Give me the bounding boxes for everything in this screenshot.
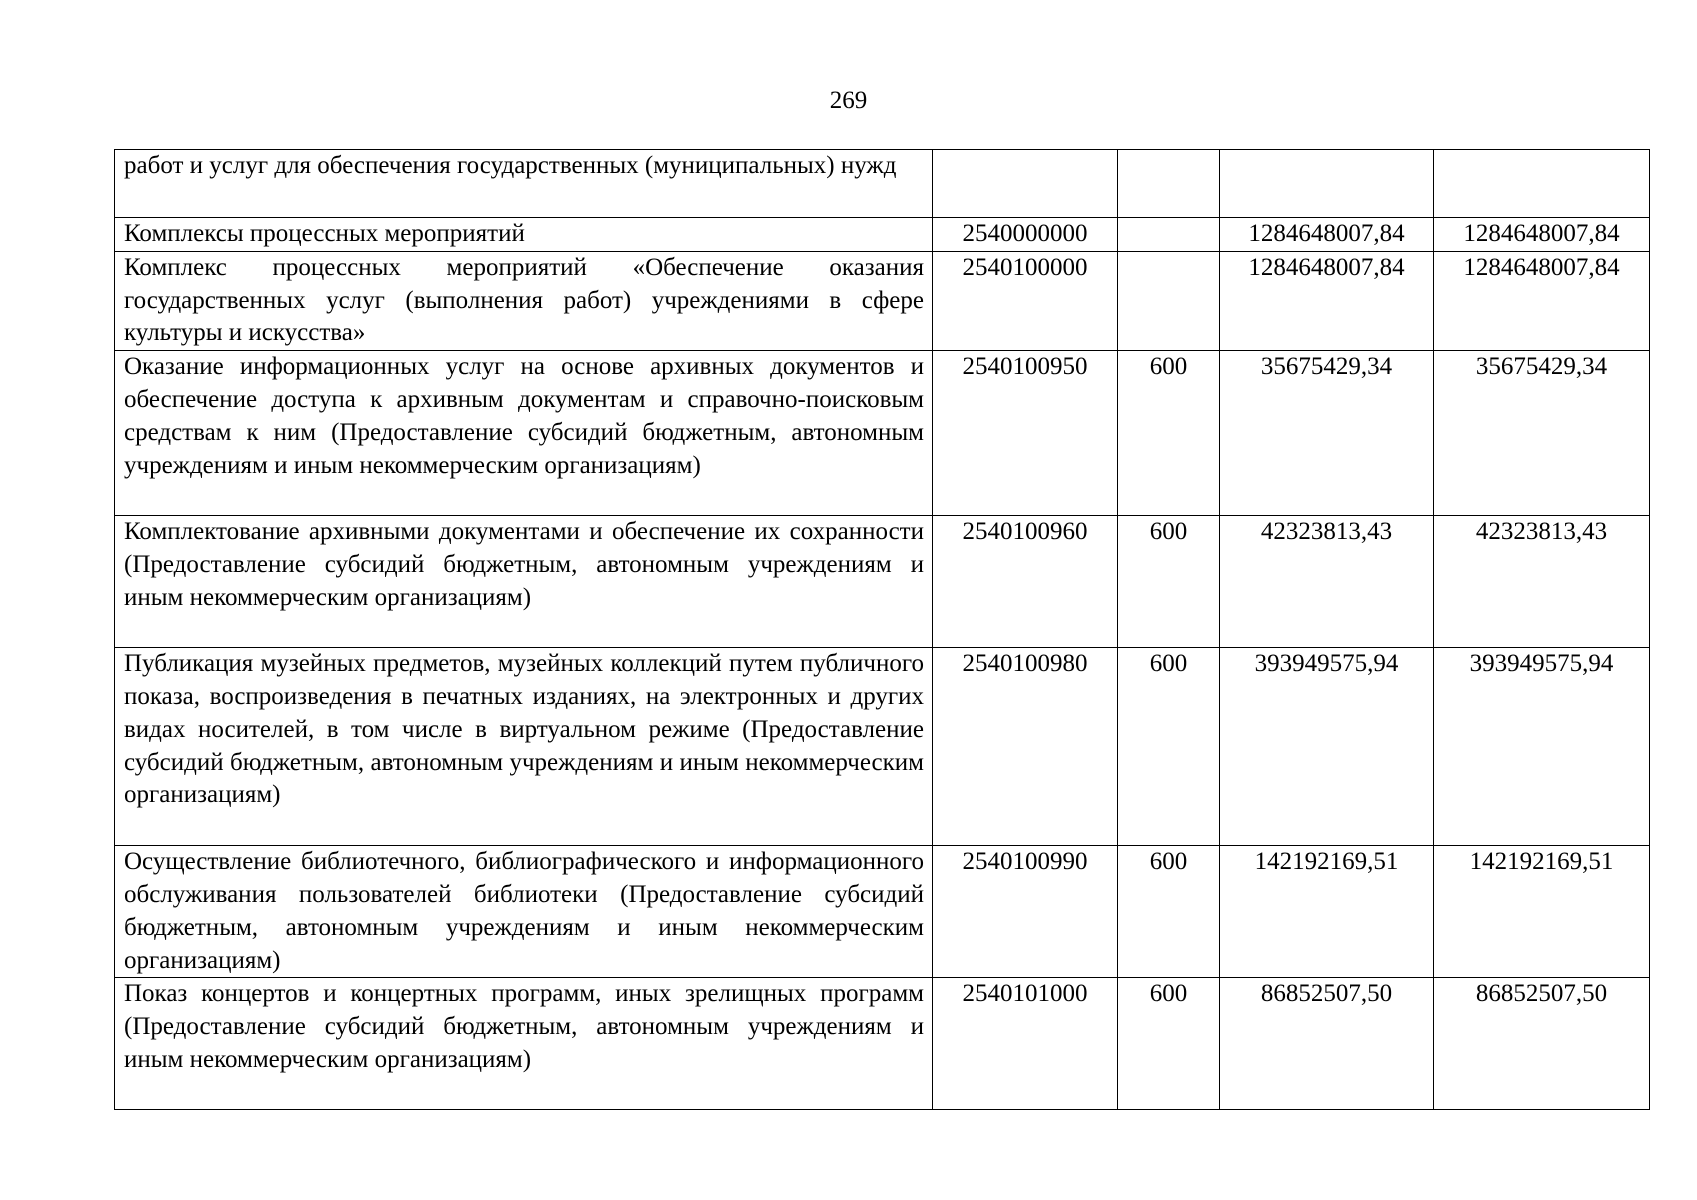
row-type <box>1118 218 1220 252</box>
row-type: 600 <box>1118 516 1220 648</box>
row-amount-2 <box>1434 150 1650 218</box>
row-description: Комплектование архивными документами и обеспечение их сохранности (Предоставление субсидий бюджетным, автономным учреждениям и иным некоммерческим организациям) <box>115 516 933 648</box>
row-description: Комплексы процессных мероприятий <box>115 218 933 252</box>
row-code: 2540100950 <box>933 351 1118 516</box>
row-amount-1 <box>1220 150 1434 218</box>
table-row <box>115 846 1650 978</box>
row-code: 2540101000 <box>933 978 1118 1110</box>
row-code <box>933 150 1118 218</box>
row-amount-1: 1284648007,84 <box>1220 251 1434 350</box>
row-type: 600 <box>1118 978 1220 1110</box>
row-amount-1: 42323813,43 <box>1220 516 1434 648</box>
row-amount-2: 1284648007,84 <box>1434 251 1650 350</box>
row-description: Публикация музейных предметов, музейных коллекций путем публичного показа, воспроизведения в печатных изданиях, на электронных и других видах носителей, в том числе в виртуальном режиме (Предоставление субсидий бюджетным, автономным учреждениям и иным некоммерческим организациям) <box>115 648 933 846</box>
row-amount-1: 393949575,94 <box>1220 648 1434 846</box>
row-description: Комплекс процессных мероприятий «Обеспечение оказания государственных услуг (выполнения работ) учреждениями в сфере культуры и искусства» <box>115 251 933 350</box>
row-type <box>1118 251 1220 350</box>
table-row <box>115 351 1650 516</box>
row-description: Показ концертов и концертных программ, иных зрелищных программ (Предоставление субсидий бюджетным, автономным учреждениям и иным некоммерческим организациям) <box>115 978 933 1110</box>
row-amount-1: 35675429,34 <box>1220 351 1434 516</box>
row-amount-1: 1284648007,84 <box>1220 218 1434 252</box>
row-code: 2540100980 <box>933 648 1118 846</box>
table-row <box>115 150 1650 218</box>
row-amount-2: 142192169,51 <box>1434 846 1650 978</box>
row-code: 2540100960 <box>933 516 1118 648</box>
row-amount-2: 35675429,34 <box>1434 351 1650 516</box>
table-row <box>115 978 1650 1110</box>
row-amount-2: 42323813,43 <box>1434 516 1650 648</box>
row-type <box>1118 150 1220 218</box>
row-code: 2540100000 <box>933 251 1118 350</box>
row-type: 600 <box>1118 846 1220 978</box>
budget-table <box>114 149 1650 1110</box>
row-code: 2540000000 <box>933 218 1118 252</box>
row-type: 600 <box>1118 351 1220 516</box>
row-description: Оказание информационных услуг на основе архивных документов и обеспечение доступа к архивным документам и справочно-поисковым средствам к ним (Предоставление субсидий бюджетным, автономным учреждениям и иным некоммерческим организациям) <box>115 351 933 516</box>
row-amount-2: 393949575,94 <box>1434 648 1650 846</box>
row-type: 600 <box>1118 648 1220 846</box>
row-description: работ и услуг для обеспечения государственных (муниципальных) нужд <box>115 150 933 218</box>
row-description: Осуществление библиотечного, библиографического и информационного обслуживания пользователей библиотеки (Предоставление субсидий бюджетным, автономным учреждениям и иным некоммерческим организациям) <box>115 846 933 978</box>
table-row <box>115 218 1650 252</box>
row-code: 2540100990 <box>933 846 1118 978</box>
row-amount-1: 142192169,51 <box>1220 846 1434 978</box>
table-row <box>115 251 1650 350</box>
row-amount-1: 86852507,50 <box>1220 978 1434 1110</box>
page-number: 269 <box>829 87 868 114</box>
row-amount-2: 1284648007,84 <box>1434 218 1650 252</box>
row-amount-2: 86852507,50 <box>1434 978 1650 1110</box>
table-row <box>115 648 1650 846</box>
table-row <box>115 516 1650 648</box>
